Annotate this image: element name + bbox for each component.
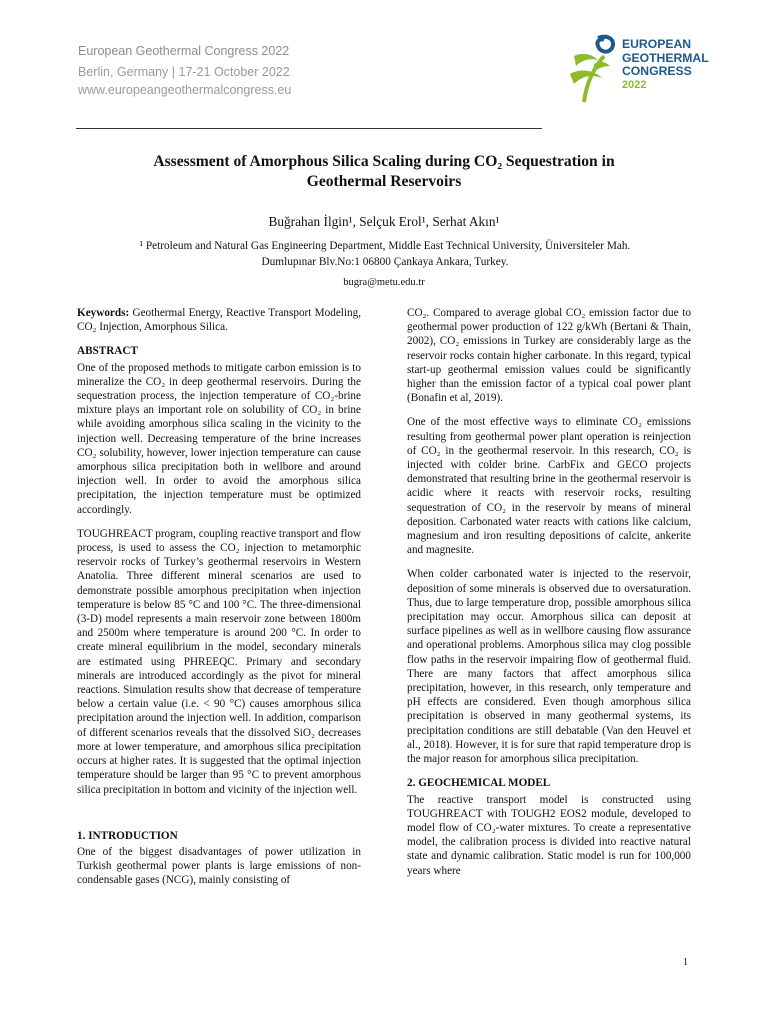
contact-email[interactable]: bugra@metu.edu.tr bbox=[343, 277, 425, 288]
congress-location-date: Berlin, Germany | 17-21 October 2022 bbox=[78, 65, 290, 79]
left-column bbox=[77, 306, 361, 898]
logo-line-1: EUROPEAN bbox=[622, 37, 692, 51]
introduction-heading: 1. INTRODUCTION bbox=[77, 829, 178, 842]
right-column bbox=[407, 306, 691, 888]
congress-name: European Geothermal Congress 2022 bbox=[78, 44, 290, 58]
logo-line-3: CONGRESS bbox=[622, 64, 692, 78]
egc-logo-text bbox=[622, 38, 709, 92]
congress-website[interactable]: www.europeangeothermalcongress.eu bbox=[78, 83, 292, 97]
affiliation-line-2: Dumlupınar Blv.No:1 06800 Çankaya Ankara, Turkey. bbox=[261, 256, 509, 268]
logo-year: 2022 bbox=[622, 78, 647, 91]
abstract-paragraph-1: One of the proposed methods to mitigate carbon emission is to mineralize the CO₂ in deep geothermal reservoirs. During the sequestration process, the injection temperature of CO₂-brine mixture plays an important role on solubility of CO₂ in brine while avoiding amorphous silica scaling in the vicinity to the injection well. Decreasing temperature of the brine increases CO₂ solubility, however, lower injection temperature can cause amorphous silica precipitation both in wellbore and around injection well. In order to avoid the amorphous silica precipitation, the injection temperature must be optimized accordingly. bbox=[77, 361, 361, 516]
page-number: 1 bbox=[683, 957, 688, 968]
title-line-1: Assessment of Amorphous Silica Scaling during CO₂ Sequestration in bbox=[153, 153, 615, 170]
header-rule bbox=[76, 128, 542, 129]
intro-paragraph-3: When colder carbonated water is injected to the reservoir, deposition of some minerals is observed due to oversaturation. Thus, due to large temperature drop, possible amorphous silica precipitation may occur. Amorphous silica can deposit at surface pipelines as well as in wellbore causing flow assurance and operational problems. Amorphous silica may clog possible flow paths in the reservoir impairing flow of geothermal fluid. There are many factors that affect amorphous silica precipitation, however, in this research, only temperature and pH effects are considered. Even though amorphous silica precipitation is observed in many geothermal systems, its precipitation conditions are still debatable (Van den Heuvel et al., 2018). However, it is for sure that rapid temperature drop is the major reason for amorphous silica precipitation. bbox=[407, 568, 691, 766]
geochemical-model-heading: 2. GEOCHEMICAL MODEL bbox=[407, 777, 551, 790]
spacer bbox=[77, 807, 361, 829]
keywords bbox=[77, 306, 361, 334]
egc-logo bbox=[564, 30, 714, 106]
introduction-paragraph-1: One of the biggest disadvantages of power utilization in Turkish geothermal power plants is large emissions of non-condensable gases (NCG), mainly consisting of bbox=[77, 845, 361, 887]
paper-title bbox=[80, 152, 688, 192]
keywords-label: Keywords: bbox=[77, 307, 130, 319]
abstract-heading: ABSTRACT bbox=[77, 345, 138, 358]
geochemical-model-paragraph-1: The reactive transport model is constructed using TOUGHREACT with TOUGH2 EOS2 module, developed to model flow of CO₂-water mixtures. To create a representative model, the calibration process is divided into reactive natural state and dynamic calibration. Static model is run for 100,000 years where bbox=[407, 793, 691, 877]
title-line-2: Geothermal Reservoirs bbox=[306, 173, 462, 190]
affiliation-line-1: ¹ Petroleum and Natural Gas Engineering Department, Middle East Technical University, Üniversiteler Mah. bbox=[139, 240, 631, 252]
abstract-paragraph-2: TOUGHREACT program, coupling reactive transport and flow process, is used to assess the CO₂ injection to metamorphic reservoir rocks of Turkey’s geothermal reservoirs in Western Anatolia. Three different mineral scenarios are used to demonstrate possible amorphous precipitation when injection temperature is below 85 °C and 100 °C. The three-dimensional (3-D) model represents a main reservoir zone between 1800m and 2500m where temperature is around 200 °C. In order to create mineral equilibrium in the model, secondary minerals are estimated using PHREEQC. Primary and secondary minerals are introduced accordingly as the pivot for mineral reactions. Simulation results show that decrease of temperature below a certain value (i.e. < 90 °C) causes amorphous silica precipitation around the injection well. In addition, comparison of different scenarios reveals that the dissolved SiO₂ decreases more at lower temperature, and amorphous silica precipitation occurs at higher rates. It is suggested that the optimal injection temperature should be larger than 95 °C to prevent amorphous silica precipitation in bottom and vicinity of the injection well. bbox=[77, 527, 361, 796]
affiliation bbox=[90, 238, 680, 270]
geothermal-swirl-icon bbox=[564, 30, 622, 106]
keywords-text: Geothermal Energy, Reactive Transport Modeling, CO₂ Injection, Amorphous Silica. bbox=[77, 307, 361, 334]
authors: Buğrahan İlgin¹, Selçuk Erol¹, Serhat Akın¹ bbox=[268, 214, 500, 229]
intro-paragraph-2: One of the most effective ways to eliminate CO₂ emissions resulting from geothermal power plant operation is reinjection of CO₂ in the geothermal reservoir. In this research, CO₂ is injected with colder brine. CarbFix and GECO projects demonstrated that resulting brine in the geothermal reservoir is acidic where it reacts with reservoir rocks, resulting sequestration of CO₂ in the reservoir by means of mineral deposition. Carbonated water reacts with cations like calcium, magnesium and iron resulting depositions of calcite, ankerite and magnesite. bbox=[407, 416, 691, 557]
logo-line-2: GEOTHERMAL bbox=[622, 50, 709, 65]
intro-paragraph-continued: CO₂. Compared to average global CO₂ emission factor due to geothermal power production of 122 g/kWh (Bertani & Thain, 2002), CO₂ emissions in Turkey are considerably large as the reservoir rocks contain higher carbonate. In this regard, typical start-up geothermal emission values could be significantly higher than the emission factor of a typical coal power plant (Bonafin et al, 2019). bbox=[407, 307, 691, 405]
